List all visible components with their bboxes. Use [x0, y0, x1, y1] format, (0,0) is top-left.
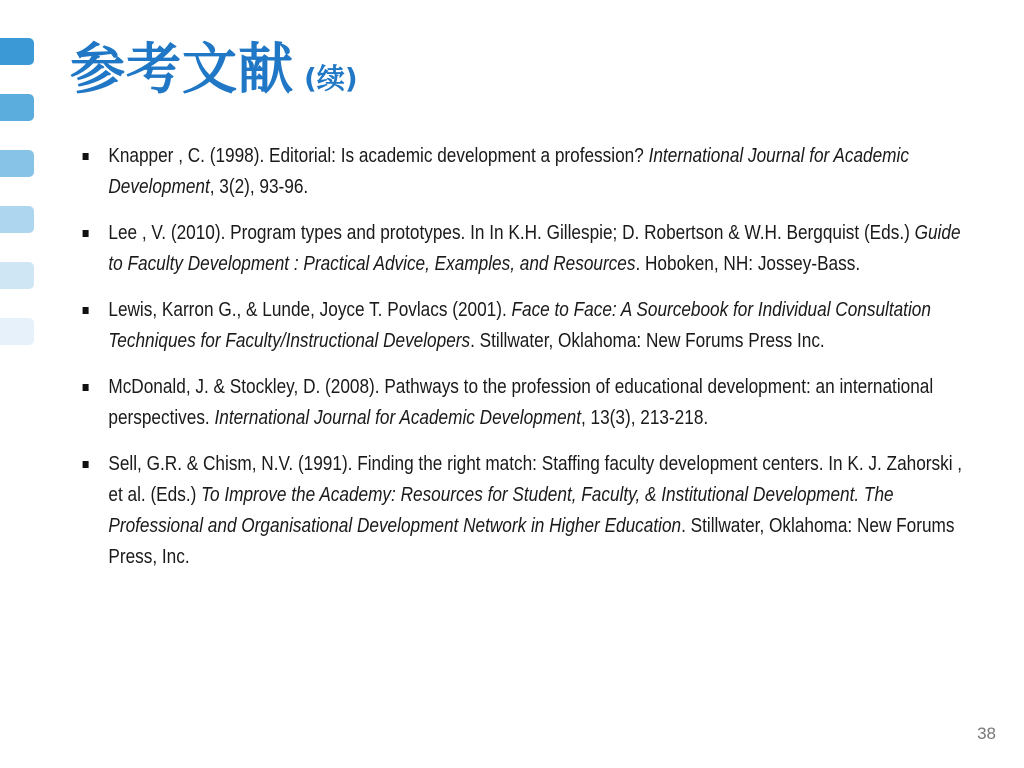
reference-source: Face to Face: A Sourcebook for Individual Consultation Techniques for Faculty/Instructional Developers — [108, 299, 931, 352]
reference-source: Guide to Faculty Development : Practical Advice, Examples, and Resources — [108, 222, 961, 275]
bullet-icon — [83, 153, 89, 160]
reference-text: Lewis, Karron G., & Lunde, Joyce T. Povlacs (2001). — [108, 299, 512, 321]
bullet-icon — [83, 384, 89, 391]
decoration-square — [0, 150, 34, 177]
decoration-square — [0, 94, 34, 121]
reference-text: Lee , V. (2010). Program types and prototypes. In In K.H. Gillespie; D. Robertson & W.H. Bergquist (Eds.) — [108, 222, 915, 244]
reference-text: Sell, G.R. & Chism, N.V. (1991). Finding the right match: Staffing faculty development centers. In K. J. Zahorski , et al. (Eds.) — [108, 453, 963, 506]
bullet-icon — [83, 230, 89, 237]
reference-details: , 13(3), 213-218. — [580, 407, 709, 429]
reference-item — [80, 295, 968, 357]
slide-title — [70, 37, 358, 101]
bullet-icon — [83, 461, 89, 468]
reference-details: , 3(2), 93-96. — [209, 176, 309, 198]
decoration-square — [0, 318, 34, 345]
page-number: 38 — [977, 724, 996, 743]
bullet-icon — [83, 307, 89, 314]
slide-title-main: 参考文献 — [70, 37, 295, 101]
slide-title-sub: (续) — [304, 62, 358, 95]
reference-item — [80, 218, 968, 280]
reference-item — [80, 372, 968, 434]
decoration-square — [0, 262, 34, 289]
reference-source: To Improve the Academy: Resources for Student, Faculty, & Institutional Development. The Professional and Organisational Development Network in Higher Education — [108, 484, 894, 537]
reference-list — [80, 141, 980, 588]
reference-text: McDonald, J. & Stockley, D. (2008). Pathways to the profession of educational development: an international perspectives. — [108, 376, 934, 429]
reference-source: International Journal for Academic Development — [214, 407, 581, 429]
decoration-square — [0, 206, 34, 233]
reference-details: . Stillwater, Oklahoma: New Forums Press, Inc. — [108, 515, 955, 568]
reference-item — [80, 449, 968, 573]
reference-item — [80, 141, 968, 203]
reference-text: Knapper , C. (1998). Editorial: Is academic development a profession? — [108, 145, 649, 167]
reference-details: . Stillwater, Oklahoma: New Forums Press Inc. — [470, 330, 825, 352]
reference-source: International Journal for Academic Development — [108, 145, 909, 198]
reference-details: . Hoboken, NH: Jossey-Bass. — [635, 253, 861, 275]
decoration-square — [0, 38, 34, 65]
